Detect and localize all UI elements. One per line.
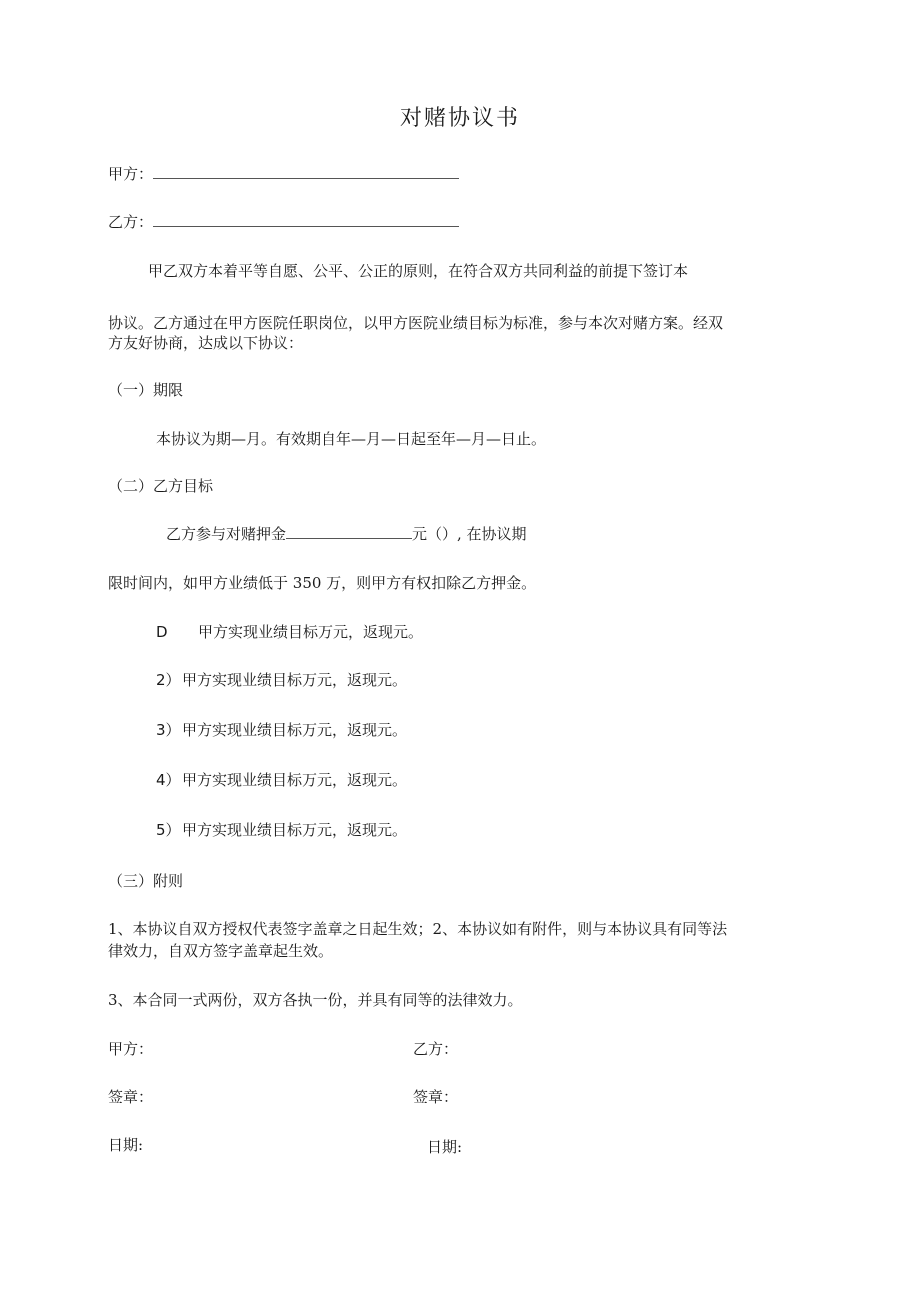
deposit-line-2: 限时间内，如甲方业绩低于 350 万，则甲方有权扣除乙方押金。 <box>108 574 537 592</box>
intro-line-3: 方友好协商，达成以下协议： <box>108 334 304 352</box>
intro-line-2: 协议。乙方通过在甲方医院任职岗位，以甲方医院业绩目标为标准，参与本次对赌方案。经双 <box>108 314 724 332</box>
signature-party-a: 甲方： <box>108 1040 154 1058</box>
deposit-suffix: 元（）, 在协议期 <box>412 525 527 543</box>
signature-seal-a: 签章： <box>108 1088 154 1106</box>
party-a-label: 甲方： <box>108 165 154 183</box>
deposit-blank <box>286 524 412 539</box>
party-a-line <box>108 164 459 184</box>
target-item <box>156 720 407 740</box>
target-item-number: 4） <box>156 771 181 789</box>
clause-3: 3、本合同一式两份，双方各执一份，并具有同等的法律效力。 <box>108 991 523 1009</box>
target-item-number: 3） <box>156 721 181 739</box>
section-1-heading: （一）期限 <box>108 381 184 399</box>
clause-line-2: 律效力，自双方签字盖章起生效。 <box>108 942 334 960</box>
document-title: 对赌协议书 <box>399 106 520 131</box>
party-b-label: 乙方： <box>108 213 154 231</box>
party-b-line <box>108 212 459 232</box>
target-item-text: 甲方实现业绩目标万元，返现元。 <box>182 771 408 789</box>
target-item <box>156 670 407 690</box>
target-item-number: 5） <box>156 821 181 839</box>
section-3-heading: （三）附则 <box>108 872 184 890</box>
section-1-body: 本协议为期—月。有效期自年—月—日起至年—月—日止。 <box>156 430 547 448</box>
signature-seal-b: 签章： <box>413 1088 459 1106</box>
target-item-text: 甲方实现业绩目标万元，返现元。 <box>198 623 424 641</box>
party-a-blank <box>153 164 459 179</box>
target-item-text: 甲方实现业绩目标万元，返现元。 <box>182 721 408 739</box>
target-item <box>156 820 407 840</box>
target-item-number: D <box>156 623 168 641</box>
signature-date-a: 日期: <box>108 1136 144 1154</box>
target-item-text: 甲方实现业绩目标万元，返现元。 <box>182 821 408 839</box>
deposit-prefix: 乙方参与对赌押金 <box>166 525 287 543</box>
section-2-heading: （二）乙方目标 <box>108 477 214 495</box>
target-item-text: 甲方实现业绩目标万元，返现元。 <box>182 671 408 689</box>
signature-party-b: 乙方： <box>413 1040 459 1058</box>
target-item-number: 2） <box>156 671 181 689</box>
target-item <box>156 622 423 642</box>
target-item <box>156 770 407 790</box>
signature-date-b: 日期: <box>427 1138 463 1156</box>
party-b-blank <box>153 212 459 227</box>
intro-line-1: 甲乙双方本着平等自愿、公平、公正的原则，在符合双方共同利益的前提下签订本 <box>148 262 689 280</box>
clause-line-1: 1、本协议自双方授权代表签字盖章之日起生效；2、本协议如有附件，则与本协议具有同等法 <box>108 920 728 938</box>
deposit-line <box>166 524 527 544</box>
